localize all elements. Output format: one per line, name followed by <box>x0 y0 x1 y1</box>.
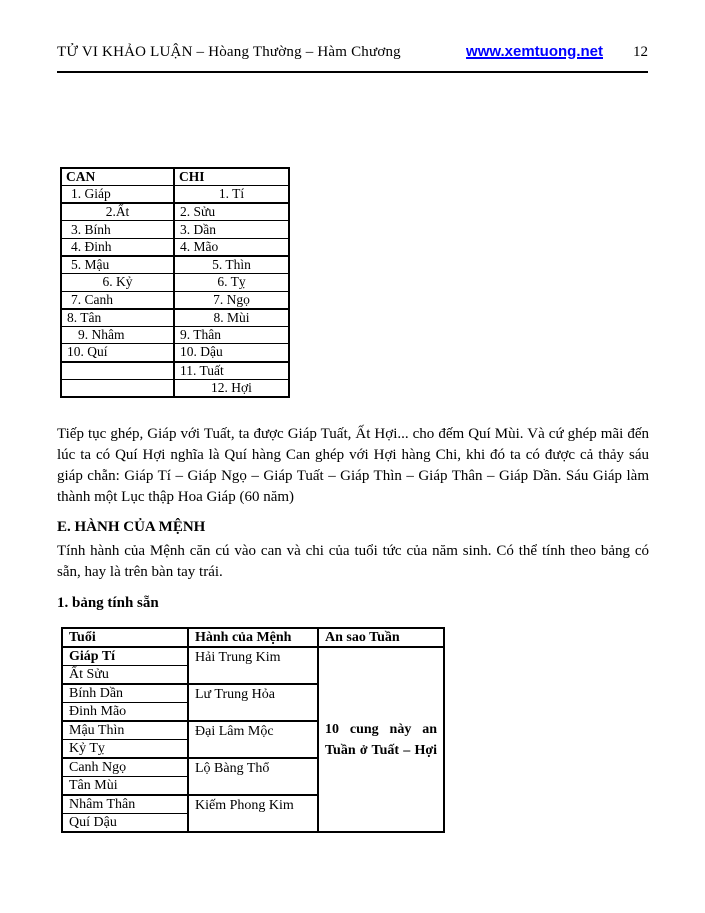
tuoi-cell: Giáp Tí <box>62 647 188 666</box>
chi-cell: 6. Tỵ <box>174 274 289 292</box>
can-cell: 4. Đinh <box>61 238 174 256</box>
tuoi-cell: Tân Mùi <box>62 777 188 796</box>
chi-cell: 4. Mão <box>174 238 289 256</box>
table-header-row <box>61 168 289 186</box>
document-title: TỬ VI KHẢO LUẬN – Hòang Thường – Hàm Chương <box>57 44 401 60</box>
menh-cell: Đại Lâm Mộc <box>188 721 318 758</box>
section-e-body: Tính hành của Mệnh căn cú vào can và chi của tuổi tức của năm sinh. Có thể tính theo bảng có sẵn, hay là trên bàn tay trái. <box>57 543 649 580</box>
chi-column-header: CHI <box>174 168 289 186</box>
can-cell <box>61 379 174 397</box>
subheading-bang-tinh-san: 1. bảng tính sẵn <box>57 595 159 611</box>
can-cell: 9. Nhâm <box>61 326 174 344</box>
can-cell: 1. Giáp <box>61 186 174 204</box>
table-row <box>61 326 289 344</box>
chi-cell: 8. Mùi <box>174 309 289 327</box>
table-row <box>61 186 289 204</box>
can-cell: 3. Bính <box>61 221 174 239</box>
tuoi-cell: Bính Dần <box>62 684 188 703</box>
chi-cell: 9. Thân <box>174 326 289 344</box>
page-header <box>57 42 648 62</box>
table-header-row <box>62 628 444 647</box>
table-row <box>61 291 289 309</box>
chi-cell: 5. Thìn <box>174 256 289 274</box>
table-row <box>61 238 289 256</box>
tuoi-cell: Quí Dậu <box>62 814 188 833</box>
chi-cell: 2. Sửu <box>174 203 289 221</box>
website-link[interactable]: www.xemtuong.net <box>466 43 603 60</box>
menh-cell: Lộ Bàng Thổ <box>188 758 318 795</box>
hanh-column-header: Hành của Mệnh <box>188 628 318 647</box>
tuoi-cell: Nhâm Thân <box>62 795 188 814</box>
chi-cell: 11. Tuất <box>174 362 289 380</box>
table-row <box>61 309 289 327</box>
table-row <box>61 256 289 274</box>
table-row <box>61 379 289 397</box>
page-number: 12 <box>633 44 648 60</box>
an-sao-text-line2: Tuần ở Tuất – Hợi <box>325 742 437 758</box>
menh-cell: Lư Trung Hỏa <box>188 684 318 721</box>
menh-cell: Hải Trung Kim <box>188 647 318 684</box>
tuoi-column-header: Tuổi <box>62 628 188 647</box>
an-sao-column-header: An sao Tuần <box>318 628 444 647</box>
can-cell: 6. Kỷ <box>61 274 174 292</box>
an-sao-text-line1: 10 cung này an <box>325 721 437 737</box>
chi-cell: 1. Tí <box>174 186 289 204</box>
can-chi-table <box>60 167 290 398</box>
header-rule <box>57 71 648 73</box>
table-row <box>61 203 289 221</box>
can-cell <box>61 362 174 380</box>
tuoi-cell: Đinh Mão <box>62 703 188 722</box>
chi-cell: 3. Dần <box>174 221 289 239</box>
tuoi-cell: Kỷ Tỵ <box>62 740 188 759</box>
menh-cell: Kiếm Phong Kim <box>188 795 318 832</box>
table-row <box>62 647 444 666</box>
table-row <box>61 344 289 362</box>
table-row <box>61 221 289 239</box>
section-e-heading: E. HÀNH CỦA MỆNH <box>57 519 206 535</box>
menh-table <box>61 627 445 833</box>
table-row <box>61 362 289 380</box>
tuoi-cell: Canh Ngọ <box>62 758 188 777</box>
chi-cell: 10. Dậu <box>174 344 289 362</box>
tuoi-cell: Ất Sửu <box>62 666 188 685</box>
can-cell: 5. Mậu <box>61 256 174 274</box>
can-cell: 8. Tân <box>61 309 174 327</box>
chi-cell: 7. Ngọ <box>174 291 289 309</box>
can-cell: 2.Ất <box>61 203 174 221</box>
tuoi-cell: Mậu Thìn <box>62 721 188 740</box>
can-column-header: CAN <box>61 168 174 186</box>
table-row <box>61 274 289 292</box>
can-cell: 10. Quí <box>61 344 174 362</box>
an-sao-cell <box>318 647 444 832</box>
can-cell: 7. Canh <box>61 291 174 309</box>
paragraph-ghep: Tiếp tục ghép, Giáp với Tuất, ta được Giáp Tuất, Ất Hợi... cho đếm Quí Mùi. Và cứ ghép mãi đến lúc ta có Quí Hợi nghĩa là Quí hàng Can ghép với Hợi hàng Chi, khi đó ta có được cả thảy sáu giáp chẵn: Giáp Tí – Giáp Ngọ – Giáp Tuất – Giáp Thìn – Giáp Thân – Giáp Dần. Sáu Giáp làm thành một Lục thập Hoa Giáp (60 năm) <box>57 426 649 505</box>
chi-cell: 12. Hợi <box>174 379 289 397</box>
